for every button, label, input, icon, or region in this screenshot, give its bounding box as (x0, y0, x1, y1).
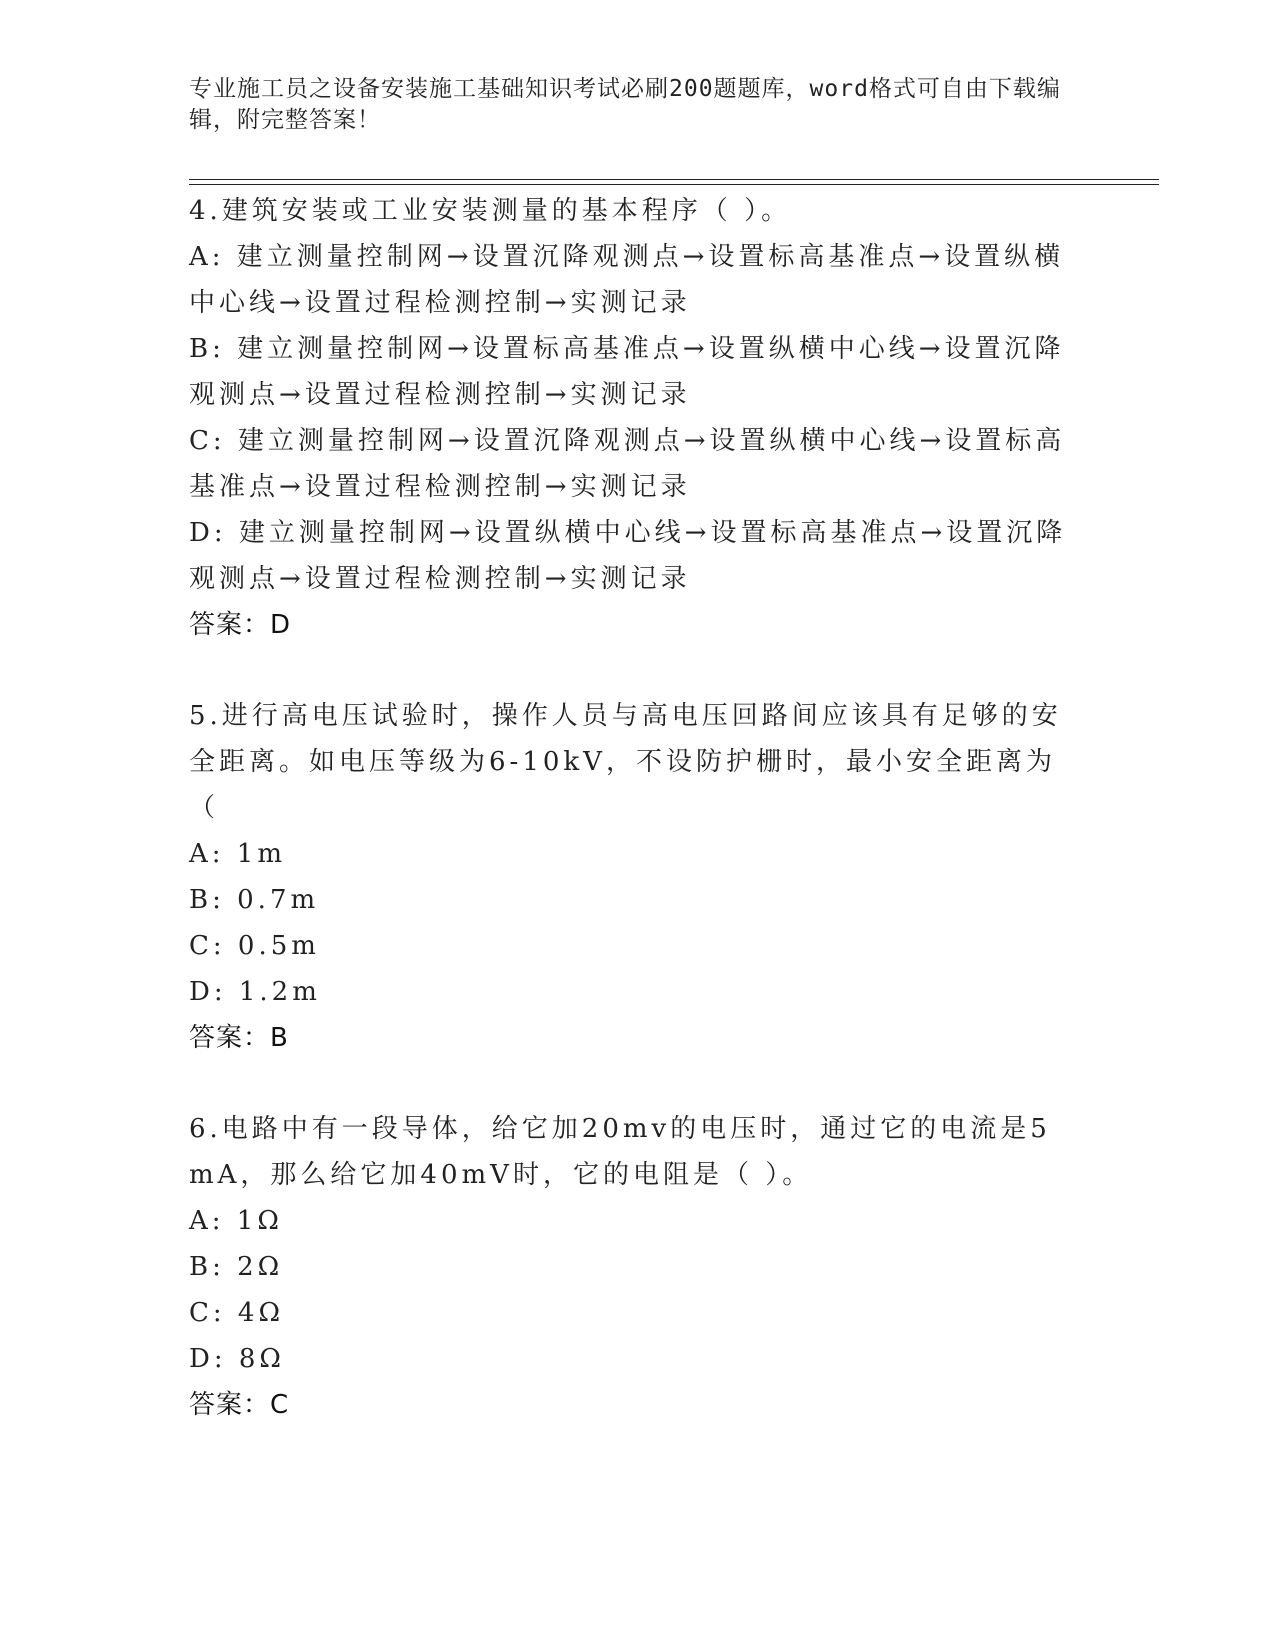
option-b: B: 0.7m (189, 885, 320, 915)
option-c: C: 4Ω (189, 1298, 285, 1328)
question-block (189, 1106, 1079, 1428)
option-a: A: 建立测量控制网→设置沉降观测点→设置标高基准点→设置纵横中心线→设置过程检测控制→实测记录 (189, 242, 1065, 318)
option-b: B: 2Ω (189, 1252, 284, 1282)
option-a: A: 1m (189, 839, 286, 869)
question-stem: 6.电路中有一段导体，给它加20mv的电压时，通过它的电流是5mA，那么给它加40mV时，它的电阻是（ ）。 (189, 1114, 1051, 1190)
option-d: D: 8Ω (189, 1344, 285, 1374)
header-divider-top (189, 179, 1159, 180)
option-d: D: 1.2m (189, 977, 321, 1007)
option-b: B: 建立测量控制网→设置标高基准点→设置纵横中心线→设置沉降观测点→设置过程检测控制→实测记录 (189, 334, 1065, 410)
option-c: C: 0.5m (189, 931, 320, 961)
answer-line: 答案：D (189, 610, 292, 640)
question-block (189, 188, 1079, 648)
question-stem: 5.进行高电压试验时，操作人员与高电压回路间应该具有足够的安全距离。如电压等级为6-10kV，不设防护栅时，最小安全距离为（ (189, 701, 1062, 823)
question-block (189, 693, 1079, 1061)
header-divider-bottom (189, 184, 1159, 185)
question-stem: 4.建筑安装或工业安装测量的基本程序（ ）。 (189, 196, 792, 226)
option-c: C: 建立测量控制网→设置沉降观测点→设置纵横中心线→设置标高基准点→设置过程检测控制→实测记录 (189, 426, 1066, 502)
option-a: A: 1Ω (189, 1206, 283, 1236)
answer-line: 答案：B (189, 1023, 289, 1053)
document-header: 专业施工员之设备安装施工基础知识考试必刷200题题库，word格式可自由下载编辑，附完整答案！ (189, 76, 1061, 133)
question-list (189, 188, 1079, 1428)
answer-line: 答案：C (189, 1390, 290, 1420)
option-d: D: 建立测量控制网→设置纵横中心线→设置标高基准点→设置沉降观测点→设置过程检测控制→实测记录 (189, 518, 1067, 594)
